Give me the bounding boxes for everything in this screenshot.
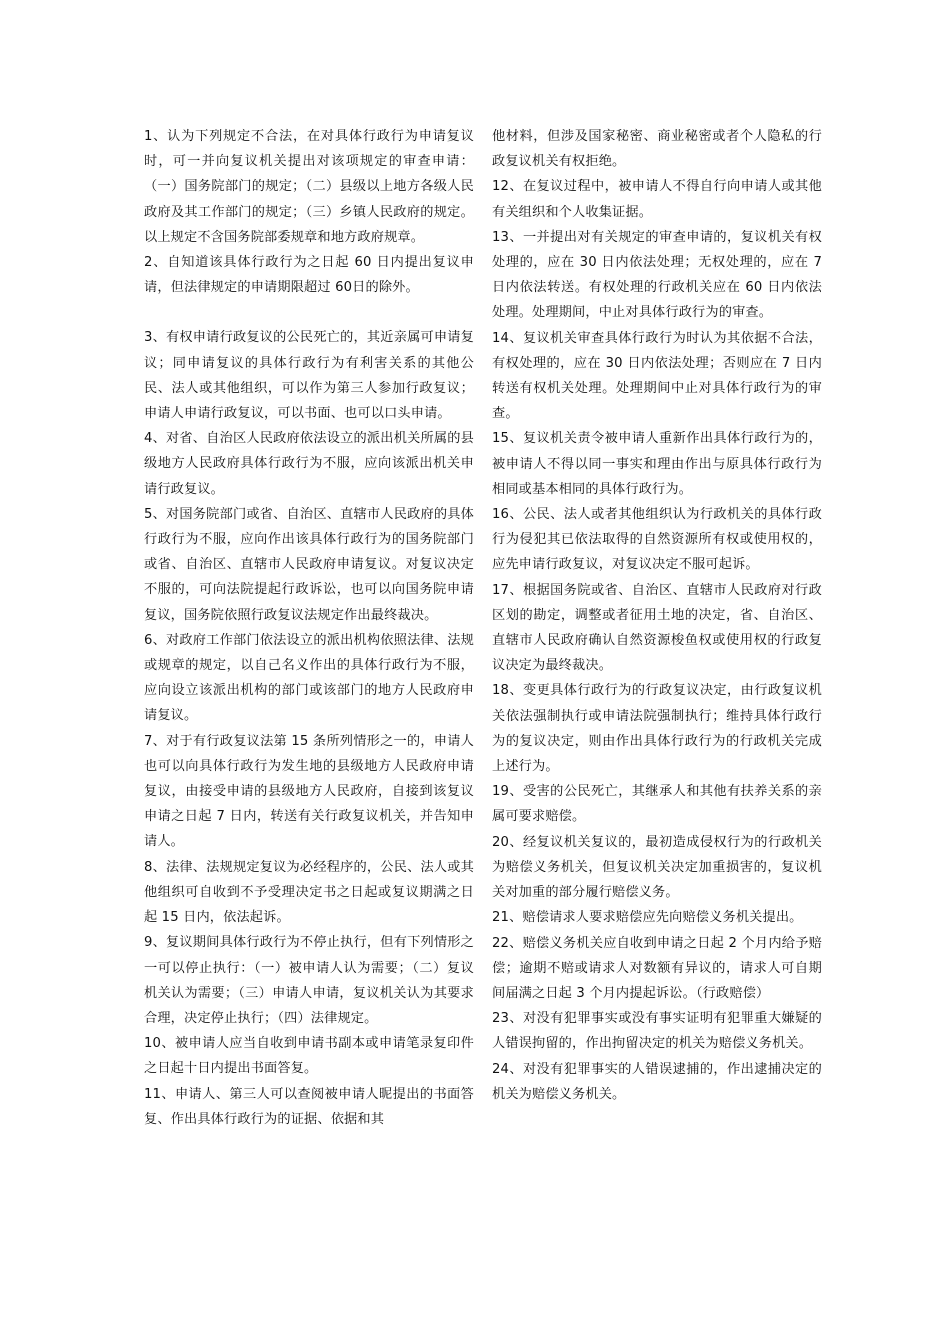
- paragraph-9: 9、复议期间具体行政行为不停止执行，但有下列情形之一可以停止执行：（一）被申请人认为需要；（二）复议机关认为需要；（三）申请人申请，复议机关认为其要求合理，决定停止执行；（四）法律规定。: [144, 935, 474, 1026]
- paragraph-15: 15、复议机关责令被申请人重新作出具体行政行为的，被申请人不得以同一事实和理由作出与原具体行政行为相同或基本相同的具体行政行为。: [492, 431, 822, 497]
- paragraph-5: 5、对国务院部门或省、自治区、直辖市人民政府的具体行政行为不服，应向作出该具体行政行为的国务院部门或省、自治区、直辖市人民政府申请复议。对复议决定不服的，可向法院提起行政诉讼，也可以向国务院申请复议，国务院依照行政复议法规定作出最终裁决。: [144, 506, 474, 623]
- paragraph-23: 23、对没有犯罪事实或没有事实证明有犯罪重大嫌疑的人错误拘留的，作出拘留决定的机关为赔偿义务机关。: [492, 1011, 822, 1052]
- paragraph-11: 11、申请人、第三人可以查阅被申请人昵提出的书面答复、作出具体行政行为的证据、依据和其: [144, 1086, 474, 1127]
- paragraph-20: 20、经复议机关复议的，最初造成侵权行为的行政机关为赔偿义务机关，但复议机关决定加重损害的，复议机关对加重的部分履行赔偿义务。: [492, 834, 822, 901]
- paragraph-21: 21、赔偿请求人要求赔偿应先向赔偿义务机关提出。: [492, 910, 803, 926]
- left-column: [144, 124, 474, 1132]
- paragraph-24: 24、对没有犯罪事实的人错误逮捕的，作出逮捕决定的机关为赔偿义务机关。: [492, 1061, 822, 1102]
- paragraph-11-continued: 他材料，但涉及国家秘密、商业秘密或者个人隐私的行政复议机关有权拒绝。: [492, 129, 822, 170]
- paragraph-3: 3、有权申请行政复议的公民死亡的，其近亲属可申请复议；同申请复议的具体行政行为有利害关系的其他公民、法人或其他组织，可以作为第三人参加行政复议；申请人申请行政复议，可以书面、也可以口头申请。: [144, 330, 474, 422]
- paragraph-1: 1、认为下列规定不合法，在对具体行政行为申请复议时，可一并向复议机关提出对该项规定的审查申请：（一）国务院部门的规定；（二）县级以上地方各级人民政府及其工作部门的规定；（三）乡镇人民政府的规定。以上规定不含国务院部委规章和地方政府规章。: [144, 129, 474, 245]
- paragraph-2: 2、自知道该具体行政行为之日起 60 日内提出复议申请，但法律规定的申请期限超过 60日的除外。: [144, 255, 474, 296]
- right-column: [492, 124, 822, 1107]
- paragraph-6: 6、对政府工作部门依法设立的派出机构依照法律、法规或规章的规定，以自己名义作出的具体行政行为不服，应向设立该派出机构的部门或该部门的地方人民政府申请复议。: [144, 632, 474, 724]
- paragraph-16: 16、公民、法人或者其他组织认为行政机关的具体行政行为侵犯其已依法取得的自然资源所有权或使用权的，应先申请行政复议，对复议决定不服可起诉。: [492, 507, 822, 573]
- paragraph-spacer: [144, 300, 474, 325]
- paragraph-8: 8、法律、法规规定复议为必经程序的，公民、法人或其他组织可自收到不予受理决定书之日起或复议期满之日起 15 日内，依法起诉。: [144, 859, 474, 926]
- paragraph-12: 12、在复议过程中，被申请人不得自行向申请人或其他有关组织和个人收集证据。: [492, 179, 822, 220]
- paragraph-7: 7、对于有行政复议法第 15 条所列情形之一的，申请人也可以向具体行政行为发生地的县级地方人民政府申请复议，由接受申请的县级地方人民政府，自接到该复议申请之日起 7 日内，转送有关行政复议机关，并告知申请人。: [144, 733, 474, 850]
- paragraph-10: 10、被申请人应当自收到申请书副本或申请笔录复印件之日起十日内提出书面答复。: [144, 1036, 474, 1077]
- paragraph-22: 22、赔偿义务机关应自收到申请之日起 2 个月内给予赔偿；逾期不赔或请求人对数额有异议的，请求人可自期间届满之日起 3 个月内提起诉讼。（行政赔偿）: [492, 935, 822, 1001]
- paragraph-19: 19、受害的公民死亡，其继承人和其他有扶养关系的亲属可要求赔偿。: [492, 784, 822, 825]
- paragraph-14: 14、复议机关审查具体行政行为时认为其依据不合法，有权处理的，应在 30 日内依法处理；否则应在 7 日内转送有权机关处理。处理期间中止对具体行政行为的审查。: [492, 330, 822, 422]
- paragraph-13: 13、一并提出对有关规定的审查申请的，复议机关有权处理的，应在 30 日内依法处理；无权处理的，应在 7 日内依法转送。有权处理的行政机关应在 60 日内依法处理。处理期间，中止对具体行政行为的审查。: [492, 229, 822, 321]
- paragraph-18: 18、变更具体行政行为的行政复议决定，由行政复议机关依法强制执行或申请法院强制执行；维持具体行政行为的复议决定，则由作出具体行政行为的行政机关完成上述行为。: [492, 683, 822, 775]
- paragraph-17: 17、根据国务院或省、自治区、直辖市人民政府对行政区划的勘定，调整或者征用土地的决定，省、自治区、直辖市人民政府确认自然资源梭鱼权或使用权的行政复议决定为最终裁决。: [492, 582, 822, 674]
- paragraph-4: 4、对省、自治区人民政府依法设立的派出机关所属的县级地方人民政府具体行政行为不服，应向该派出机关申请行政复议。: [144, 431, 474, 497]
